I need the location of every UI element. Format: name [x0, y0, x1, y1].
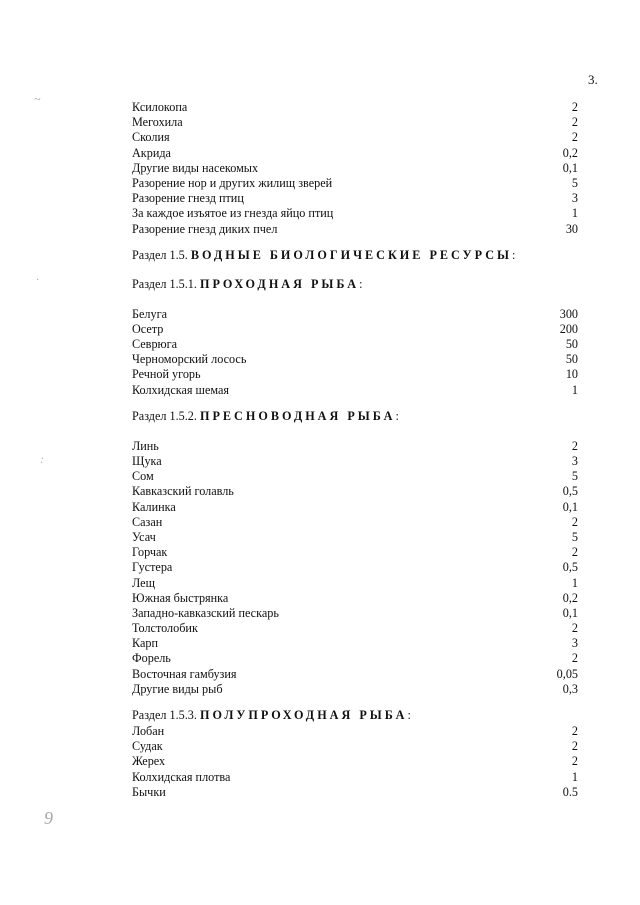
list-item [132, 500, 578, 515]
item-name: Другие виды насекомых [132, 160, 259, 175]
item-value: 1 [571, 575, 578, 590]
section-title: ПОЛУПРОХОДНАЯ РЫБА [200, 708, 408, 722]
list-item [132, 636, 578, 651]
list-item [132, 724, 578, 739]
section-suffix: : [359, 276, 363, 291]
list-item [132, 206, 578, 221]
item-value: 0,05 [556, 666, 578, 681]
list-item [132, 337, 578, 352]
item-value: 5 [571, 469, 578, 484]
spacer [132, 425, 578, 439]
semi-anadromous-list [132, 724, 578, 800]
list-item [132, 785, 578, 800]
section-title: ПРЕСНОВОДНАЯ РЫБА [200, 408, 396, 423]
page-number: 3. [588, 72, 598, 87]
list-item [132, 560, 578, 575]
item-value: 0,1 [562, 605, 578, 620]
item-value: 2 [571, 100, 578, 114]
item-value: 0,1 [562, 499, 578, 514]
section-prefix: Раздел 1.5.2. [132, 408, 197, 423]
item-value: 1 [571, 382, 578, 397]
list-item [132, 367, 578, 382]
list-item [132, 383, 578, 398]
item-name: Белуга [132, 306, 167, 321]
document-body [132, 100, 578, 800]
item-value: 0,1 [562, 160, 578, 175]
section-title: ПРОХОДНАЯ РЫБА [200, 276, 360, 291]
item-name: Судак [132, 739, 163, 754]
item-name: Форель [132, 651, 171, 666]
list-item [132, 100, 578, 115]
freshwater-list [132, 439, 578, 697]
item-value: 50 [565, 352, 578, 367]
item-value: 2 [571, 724, 578, 738]
item-value: 3 [571, 191, 578, 206]
item-name: Акрида [132, 145, 171, 160]
list-item [132, 176, 578, 191]
item-value: 10 [565, 367, 578, 382]
section-suffix: : [407, 708, 411, 722]
item-name: Лещ [132, 575, 155, 590]
list-item [132, 682, 578, 697]
item-value: 2 [571, 651, 578, 666]
spacer [132, 293, 578, 307]
item-name: Сом [132, 469, 154, 484]
item-name: Бычки [132, 784, 166, 799]
item-value: 3 [571, 636, 578, 651]
item-value: 2 [571, 438, 578, 453]
item-name: Сазан [132, 514, 163, 529]
item-value: 200 [559, 321, 578, 336]
item-name: Колхидская плотва [132, 769, 231, 784]
item-name: Севрюга [132, 337, 178, 352]
item-name: Толстолобик [132, 621, 198, 636]
list-item [132, 469, 578, 484]
item-value: 2 [571, 115, 578, 130]
item-name: Черноморский лосось [132, 352, 247, 367]
section-prefix: Раздел 1.5. [132, 247, 188, 262]
section-heading-1-5 [132, 247, 578, 264]
item-name: Горчак [132, 545, 168, 560]
section-heading-1-5-2 [132, 408, 578, 425]
section-prefix: Раздел 1.5.3. [132, 708, 197, 722]
item-value: 5 [571, 529, 578, 544]
item-value: 2 [571, 545, 578, 560]
margin-handwriting: : [40, 452, 44, 466]
item-name: За каждое изъятое из гнезда яйцо птиц [132, 206, 334, 221]
item-name: Осетр [132, 321, 164, 336]
list-item [132, 130, 578, 145]
item-name: Ксилокопа [132, 100, 188, 114]
section-heading-1-5-3 [132, 707, 578, 724]
list-item [132, 530, 578, 545]
item-value: 0,5 [562, 560, 578, 575]
item-name: Западно-кавказский пескарь [132, 605, 279, 620]
list-item [132, 222, 578, 237]
item-name: Лобан [132, 724, 165, 738]
item-value: 5 [571, 175, 578, 190]
item-name: Сколия [132, 130, 170, 145]
list-item [132, 307, 578, 322]
item-value: 3 [571, 454, 578, 468]
item-name: Восточная гамбузия [132, 666, 237, 681]
list-item [132, 754, 578, 769]
list-item [132, 576, 578, 591]
item-value: 2 [571, 754, 578, 769]
item-name: Калинка [132, 499, 176, 514]
list-item [132, 352, 578, 367]
item-value: 2 [571, 621, 578, 636]
list-item [132, 515, 578, 530]
anadromous-list [132, 307, 578, 398]
item-name: Другие виды рыб [132, 681, 223, 696]
section-suffix: : [511, 247, 516, 262]
item-value: 0,3 [562, 681, 578, 696]
item-value: 0,2 [562, 145, 578, 160]
item-name: Мегохила [132, 115, 183, 130]
list-item [132, 667, 578, 682]
section-heading-1-5-1 [132, 276, 578, 293]
list-item [132, 739, 578, 754]
list-item [132, 454, 578, 469]
item-name: Усач [132, 529, 156, 544]
item-value: 2 [571, 739, 578, 754]
list-item [132, 770, 578, 785]
list-item [132, 545, 578, 560]
list-item [132, 484, 578, 499]
item-name: Колхидская шемая [132, 382, 229, 397]
item-name: Линь [132, 438, 159, 453]
margin-handwriting: · [36, 272, 39, 286]
item-value: 30 [565, 221, 578, 236]
item-name: Южная быстрянка [132, 590, 229, 605]
item-value: 2 [571, 514, 578, 529]
item-value: 0,2 [562, 590, 578, 605]
margin-handwriting: 9 [44, 808, 53, 828]
list-item [132, 439, 578, 454]
list-item [132, 651, 578, 666]
section-title: ВОДНЫЕ БИОЛОГИЧЕСКИЕ РЕСУРСЫ [190, 247, 512, 262]
item-name: Речной угорь [132, 367, 201, 382]
item-value: 0.5 [562, 784, 578, 799]
item-value: 2 [571, 130, 578, 145]
list-item [132, 191, 578, 206]
list-item [132, 606, 578, 621]
margin-handwriting: ~ [34, 92, 41, 106]
item-value: 50 [565, 337, 578, 352]
list-item [132, 146, 578, 161]
item-name: Густера [132, 560, 173, 575]
item-name: Кавказский голавль [132, 484, 234, 499]
section-prefix: Раздел 1.5.1. [132, 276, 197, 291]
item-name: Разорение гнезд птиц [132, 191, 244, 206]
list-item [132, 621, 578, 636]
item-value: 1 [571, 206, 578, 221]
section-suffix: : [395, 408, 399, 423]
list-item [132, 161, 578, 176]
item-name: Разорение нор и других жилищ зверей [132, 175, 333, 190]
item-name: Карп [132, 636, 158, 651]
list-item [132, 591, 578, 606]
item-name: Разорение гнезд диких пчел [132, 221, 278, 236]
item-name: Жерех [132, 754, 166, 769]
item-value: 300 [559, 306, 578, 321]
list-item [132, 115, 578, 130]
list-item [132, 322, 578, 337]
item-value: 0,5 [562, 484, 578, 499]
item-value: 1 [571, 769, 578, 784]
insects-list [132, 100, 578, 237]
item-name: Щука [132, 454, 162, 468]
